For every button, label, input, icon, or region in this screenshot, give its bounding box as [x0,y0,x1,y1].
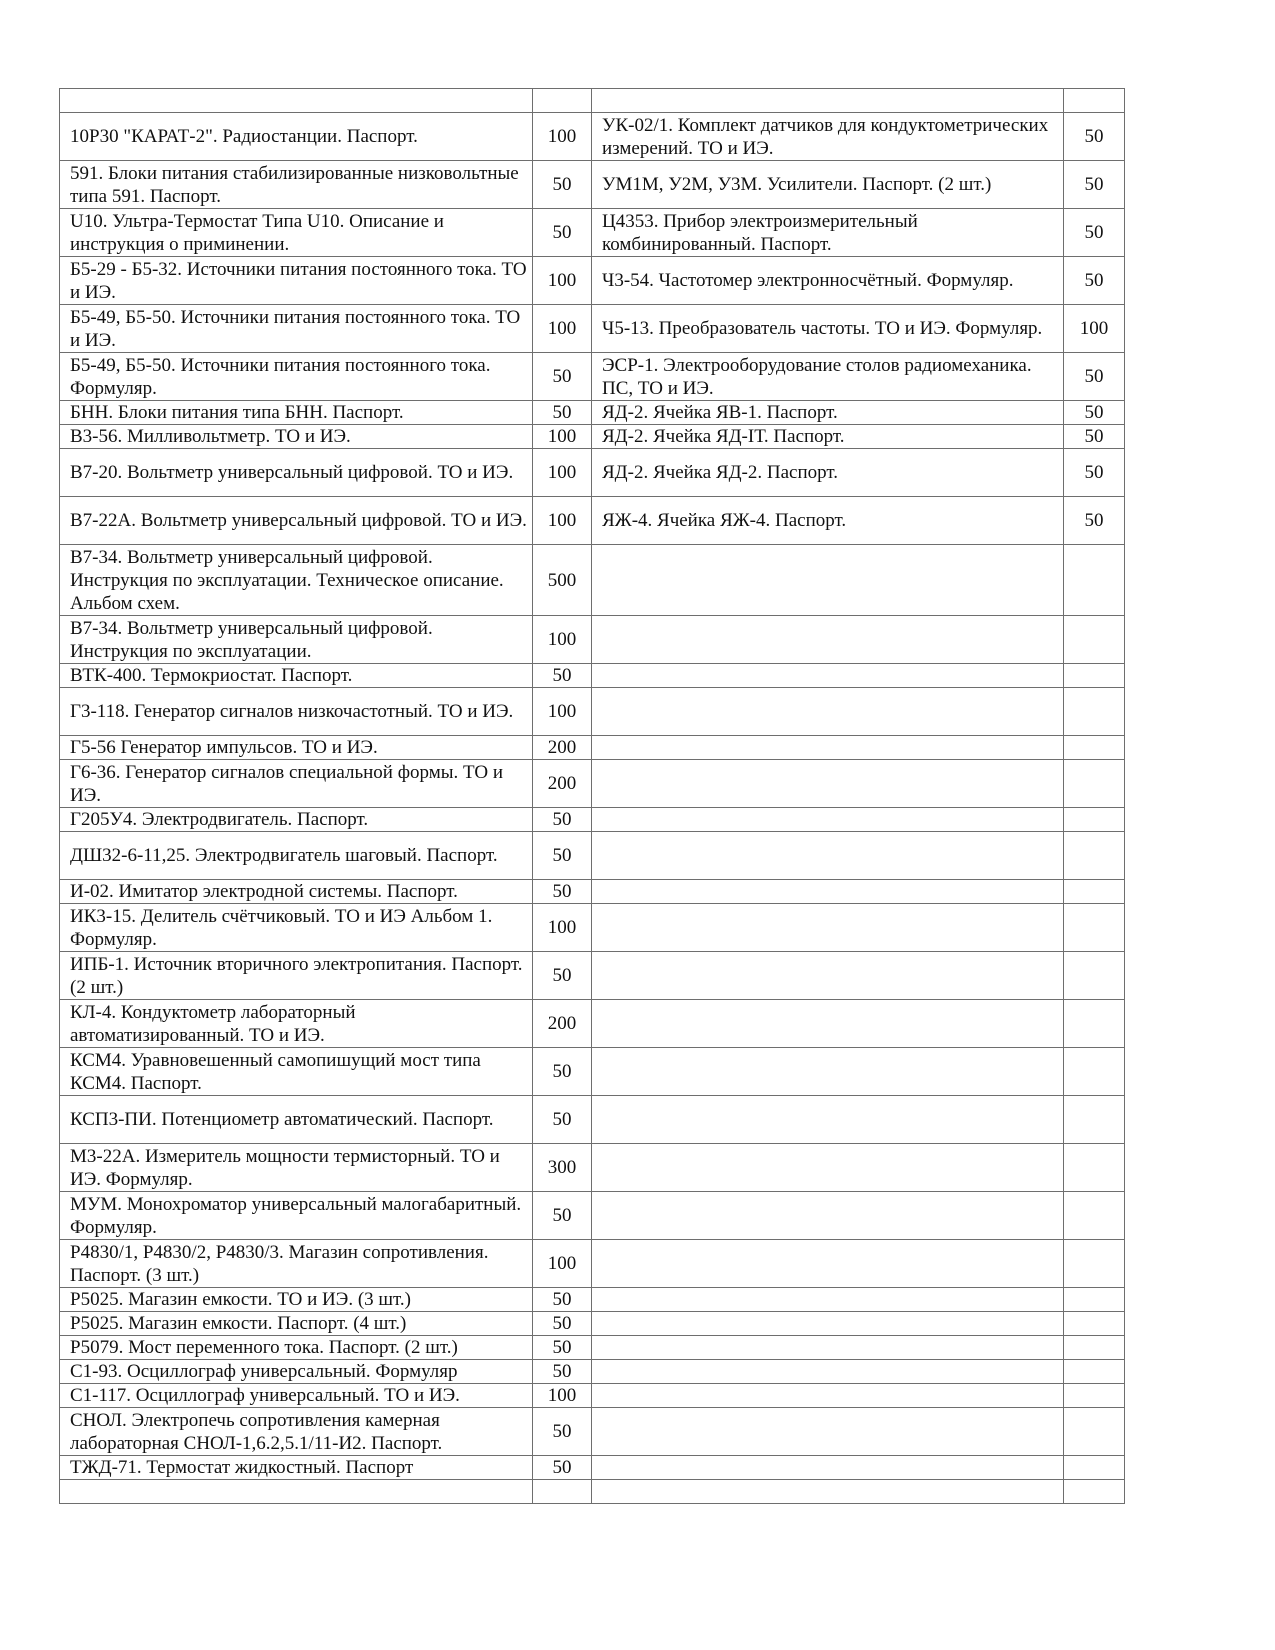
item-quantity-cell: 100 [533,497,592,545]
table-row [60,952,1125,1000]
item-name-cell: Б5-29 - Б5-32. Источники питания постоянного тока. ТО и ИЭ. [60,257,533,305]
item-name-cell [592,1336,1064,1360]
item-quantity-cell: 50 [533,161,592,209]
item-name-cell: КСП3-ПИ. Потенциометр автоматический. Паспорт. [60,1096,533,1144]
item-name-cell: ЯД-2. Ячейка ЯД-IТ. Паспорт. [592,425,1064,449]
table-row [60,880,1125,904]
item-name-cell: 591. Блоки питания стабилизированные низковольтные типа 591. Паспорт. [60,161,533,209]
table-row [60,664,1125,688]
item-quantity-cell [1064,1408,1125,1456]
item-name-cell: С1-117. Осциллограф универсальный. ТО и ИЭ. [60,1384,533,1408]
item-name-cell: ИК3-15. Делитель счётчиковый. ТО и ИЭ Альбом 1. Формуляр. [60,904,533,952]
item-name-cell: Ц4353. Прибор электроизмерительный комбинированный. Паспорт. [592,209,1064,257]
item-name-cell: ВТК-400. Термокриостат. Паспорт. [60,664,533,688]
item-quantity-cell: 100 [533,449,592,497]
item-name-cell [592,760,1064,808]
item-name-cell: Ч3-54. Частотомер электронносчётный. Формуляр. [592,257,1064,305]
item-quantity-cell [1064,664,1125,688]
item-name-cell: Б5-49, Б5-50. Источники питания постоянного тока. Формуляр. [60,353,533,401]
item-quantity-cell: 50 [533,1336,592,1360]
item-name-cell: Ч5-13. Преобразователь частоты. ТО и ИЭ. Формуляр. [592,305,1064,353]
item-name-cell: ИПБ-1. Источник вторичного электропитания. Паспорт. (2 шт.) [60,952,533,1000]
table-row [60,1144,1125,1192]
item-quantity-cell [533,1480,592,1504]
item-quantity-cell [1064,952,1125,1000]
table-row [60,1000,1125,1048]
table-row [60,616,1125,664]
item-quantity-cell [1064,1288,1125,1312]
item-name-cell: Р5025. Магазин емкости. Паспорт. (4 шт.) [60,1312,533,1336]
item-name-cell [60,89,533,113]
table-row [60,1048,1125,1096]
item-quantity-cell: 50 [533,1312,592,1336]
item-quantity-cell: 100 [533,257,592,305]
item-name-cell: U10. Ультра-Термостат Типа U10. Описание и инструкция о приминении. [60,209,533,257]
item-name-cell: 10Р30 "КАРАТ-2". Радиостанции. Паспорт. [60,113,533,161]
item-quantity-cell: 100 [533,904,592,952]
item-quantity-cell [1064,832,1125,880]
item-name-cell: В3-56. Милливольтметр. ТО и ИЭ. [60,425,533,449]
table-row [60,1360,1125,1384]
table-row [60,808,1125,832]
item-name-cell [592,1000,1064,1048]
item-quantity-cell [1064,1192,1125,1240]
item-name-cell: ЯЖ-4. Ячейка ЯЖ-4. Паспорт. [592,497,1064,545]
item-quantity-cell [1064,880,1125,904]
item-quantity-cell: 50 [533,1096,592,1144]
item-quantity-cell: 300 [533,1144,592,1192]
item-name-cell [592,1192,1064,1240]
item-name-cell: С1-93. Осциллограф универсальный. Формуляр [60,1360,533,1384]
item-quantity-cell [1064,688,1125,736]
item-name-cell [592,1240,1064,1288]
item-name-cell: ЭСР-1. Электрооборудование столов радиомеханика. ПС, ТО и ИЭ. [592,353,1064,401]
table-row [60,1096,1125,1144]
item-quantity-cell: 100 [533,113,592,161]
item-quantity-cell: 100 [533,1240,592,1288]
item-quantity-cell: 50 [533,1288,592,1312]
item-quantity-cell [1064,545,1125,616]
item-name-cell: ЯД-2. Ячейка ЯВ-1. Паспорт. [592,401,1064,425]
item-quantity-cell [1064,1456,1125,1480]
table-row [60,257,1125,305]
item-name-cell: И-02. Имитатор электродной системы. Паспорт. [60,880,533,904]
item-quantity-cell: 50 [533,1048,592,1096]
item-name-cell [592,616,1064,664]
item-quantity-cell [1064,1312,1125,1336]
item-quantity-cell [1064,904,1125,952]
table-row [60,425,1125,449]
item-name-cell [60,1480,533,1504]
table-row [60,1480,1125,1504]
item-name-cell [592,1456,1064,1480]
table-body [60,89,1125,1504]
table-row [60,113,1125,161]
table-row [60,161,1125,209]
item-quantity-cell [1064,1240,1125,1288]
item-quantity-cell [1064,1048,1125,1096]
item-name-cell [592,1360,1064,1384]
item-name-cell [592,1384,1064,1408]
item-quantity-cell: 200 [533,736,592,760]
item-quantity-cell: 50 [1064,113,1125,161]
item-name-cell [592,1408,1064,1456]
item-quantity-cell: 50 [1064,353,1125,401]
table-row [60,1336,1125,1360]
item-quantity-cell: 500 [533,545,592,616]
item-name-cell: УК-02/1. Комплект датчиков для кондуктометрических измерений. ТО и ИЭ. [592,113,1064,161]
item-quantity-cell [533,89,592,113]
item-quantity-cell: 100 [533,1384,592,1408]
item-quantity-cell: 100 [533,305,592,353]
item-name-cell [592,1288,1064,1312]
equipment-documentation-table [59,88,1125,1504]
table-row [60,449,1125,497]
item-quantity-cell [1064,1480,1125,1504]
item-quantity-cell: 100 [1064,305,1125,353]
item-quantity-cell: 50 [533,1456,592,1480]
table-row [60,1408,1125,1456]
item-name-cell: УМ1М, У2М, У3М. Усилители. Паспорт. (2 шт.) [592,161,1064,209]
table-row [60,736,1125,760]
item-quantity-cell: 50 [1064,257,1125,305]
item-name-cell [592,545,1064,616]
item-name-cell: ДШ32-6-11,25. Электродвигатель шаговый. Паспорт. [60,832,533,880]
item-quantity-cell: 50 [1064,161,1125,209]
item-name-cell: Р4830/1, Р4830/2, Р4830/3. Магазин сопротивления. Паспорт. (3 шт.) [60,1240,533,1288]
table-row [60,688,1125,736]
table-row [60,353,1125,401]
item-quantity-cell: 50 [533,952,592,1000]
item-name-cell: В7-20. Вольтметр универсальный цифровой. ТО и ИЭ. [60,449,533,497]
table-row [60,209,1125,257]
item-quantity-cell [1064,1000,1125,1048]
item-name-cell: ТЖД-71. Термостат жидкостный. Паспорт [60,1456,533,1480]
item-quantity-cell [1064,89,1125,113]
item-quantity-cell: 50 [533,880,592,904]
table-row [60,89,1125,113]
item-name-cell: ЯД-2. Ячейка ЯД-2. Паспорт. [592,449,1064,497]
item-name-cell [592,904,1064,952]
item-name-cell: Г5-56 Генератор импульсов. ТО и ИЭ. [60,736,533,760]
item-quantity-cell: 50 [533,1192,592,1240]
item-name-cell: М3-22А. Измеритель мощности термисторный. ТО и ИЭ. Формуляр. [60,1144,533,1192]
item-quantity-cell: 50 [533,209,592,257]
item-quantity-cell [1064,1384,1125,1408]
item-name-cell: КЛ-4. Кондуктометр лабораторный автоматизированный. ТО и ИЭ. [60,1000,533,1048]
item-name-cell [592,89,1064,113]
item-name-cell [592,1480,1064,1504]
item-name-cell: СНОЛ. Электропечь сопротивления камерная лабораторная СНОЛ-1,6.2,5.1/11-И2. Паспорт. [60,1408,533,1456]
item-quantity-cell: 50 [533,1408,592,1456]
item-name-cell: Б5-49, Б5-50. Источники питания постоянного тока. ТО и ИЭ. [60,305,533,353]
table-row [60,1192,1125,1240]
item-name-cell: МУМ. Монохроматор универсальный малогабаритный. Формуляр. [60,1192,533,1240]
item-quantity-cell [1064,1360,1125,1384]
item-name-cell [592,808,1064,832]
item-quantity-cell [1064,1336,1125,1360]
item-quantity-cell [1064,808,1125,832]
item-name-cell [592,1048,1064,1096]
item-quantity-cell [1064,616,1125,664]
table-row [60,1456,1125,1480]
item-quantity-cell: 50 [1064,449,1125,497]
table-row [60,832,1125,880]
item-name-cell [592,736,1064,760]
item-quantity-cell: 100 [533,425,592,449]
item-name-cell [592,1096,1064,1144]
item-quantity-cell [1064,760,1125,808]
item-name-cell [592,880,1064,904]
item-quantity-cell: 50 [1064,425,1125,449]
item-quantity-cell: 50 [533,1360,592,1384]
item-quantity-cell: 200 [533,1000,592,1048]
table-row [60,305,1125,353]
item-quantity-cell [1064,1144,1125,1192]
item-quantity-cell: 50 [533,808,592,832]
item-name-cell: Р5079. Мост переменного тока. Паспорт. (2 шт.) [60,1336,533,1360]
item-quantity-cell: 50 [533,664,592,688]
item-quantity-cell [1064,1096,1125,1144]
item-quantity-cell: 50 [533,401,592,425]
table-row [60,1384,1125,1408]
item-quantity-cell: 200 [533,760,592,808]
item-name-cell: Г205У4. Электродвигатель. Паспорт. [60,808,533,832]
item-name-cell: КСМ4. Уравновешенный самопишущий мост типа КСМ4. Паспорт. [60,1048,533,1096]
item-quantity-cell: 100 [533,688,592,736]
item-name-cell [592,688,1064,736]
item-quantity-cell: 50 [1064,209,1125,257]
item-name-cell [592,952,1064,1000]
item-name-cell [592,832,1064,880]
item-name-cell [592,664,1064,688]
item-name-cell [592,1312,1064,1336]
item-name-cell: БНН. Блоки питания типа БНН. Паспорт. [60,401,533,425]
table-row [60,497,1125,545]
table-row [60,1312,1125,1336]
item-quantity-cell: 50 [533,832,592,880]
item-quantity-cell [1064,736,1125,760]
item-name-cell [592,1144,1064,1192]
table-row [60,1240,1125,1288]
item-quantity-cell: 50 [533,353,592,401]
item-quantity-cell: 50 [1064,401,1125,425]
item-quantity-cell: 50 [1064,497,1125,545]
table-row [60,760,1125,808]
table-row [60,1288,1125,1312]
item-name-cell: В7-34. Вольтметр универсальный цифровой. Инструкция по эксплуатации. Техническое описание. Альбом схем. [60,545,533,616]
item-name-cell: Г6-36. Генератор сигналов специальной формы. ТО и ИЭ. [60,760,533,808]
table-row [60,401,1125,425]
item-name-cell: Р5025. Магазин емкости. ТО и ИЭ. (3 шт.) [60,1288,533,1312]
item-name-cell: В7-34. Вольтметр универсальный цифровой. Инструкция по эксплуатации. [60,616,533,664]
table-row [60,904,1125,952]
item-quantity-cell: 100 [533,616,592,664]
item-name-cell: Г3-118. Генератор сигналов низкочастотный. ТО и ИЭ. [60,688,533,736]
item-name-cell: В7-22А. Вольтметр универсальный цифровой. ТО и ИЭ. [60,497,533,545]
table-row [60,545,1125,616]
